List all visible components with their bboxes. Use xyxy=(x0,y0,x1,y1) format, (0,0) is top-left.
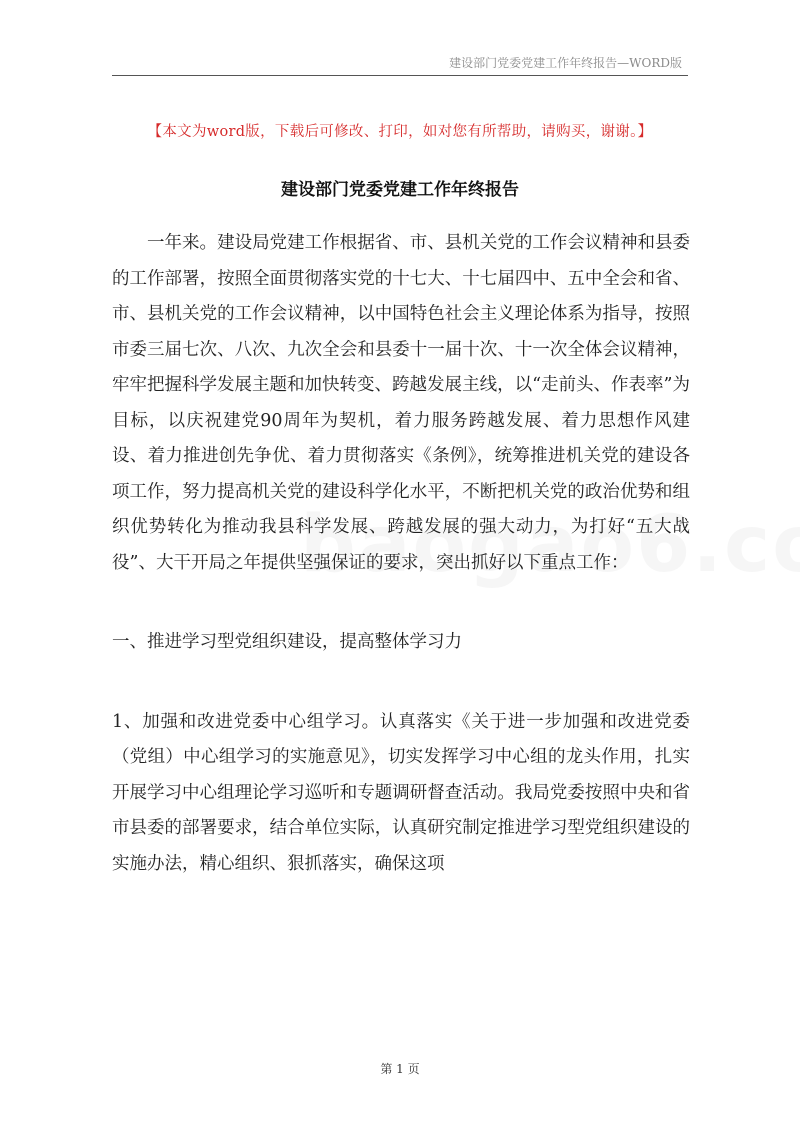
page-number: 第 1 页 xyxy=(380,1062,420,1076)
purchase-notice: 【本文为word版，下载后可修改、打印，如对您有所帮助，请购买，谢谢。】 xyxy=(147,124,653,140)
intro-paragraph: 一年来。建设局党建工作根据省、市、县机关党的工作会议精神和县委的工作部署，按照全面贯彻落实党的十七大、十七届四中、五中全会和省、市、县机关党的工作会议精神，以中国特色社会主义理论体系为指导，按照市委三届七次、八次、九次全会和县委十一届十次、十一次全体会议精神，牢牢把握科学发展主题和加快转变、跨越发展主线，以“走前头、作表率”为目标，以庆祝建党90周年为契机，着力服务跨越发展、着力思想作风建设、着力推进创先争优、着力贯彻落实《条例》，统筹推进机关党的建设各项工作，努力提高机关党的建设科学化水平，不断把机关党的政治优势和组织优势转化为推动我县科学发展、跨越发展的强大动力，为打好“五大战役”、大干开局之年提供坚强保证的要求，突出抓好以下重点工作： xyxy=(112,233,690,573)
header-divider xyxy=(112,75,688,76)
item-paragraph: 1、加强和改进党委中心组学习。认真落实《关于进一步加强和改进党委（党组）中心组学习的实施意见》，切实发挥学习中心组的龙头作用，扎实开展学习中心组理论学习巡听和专题调研督查活动。我局党委按照中央和省市县委的部署要求，结合单位实际，认真研究制定推进学习型党组织建设的实施办法，精心组织、狠抓落实，确保这项 xyxy=(112,711,690,874)
running-header: 建设部门党委党建工作年终报告—WORD版 xyxy=(449,56,682,70)
section-heading: 一、推进学习型党组织建设，提高整体学习力 xyxy=(112,632,462,652)
document-title: 建设部门党委党建工作年终报告 xyxy=(281,180,519,200)
document-body xyxy=(112,226,690,882)
